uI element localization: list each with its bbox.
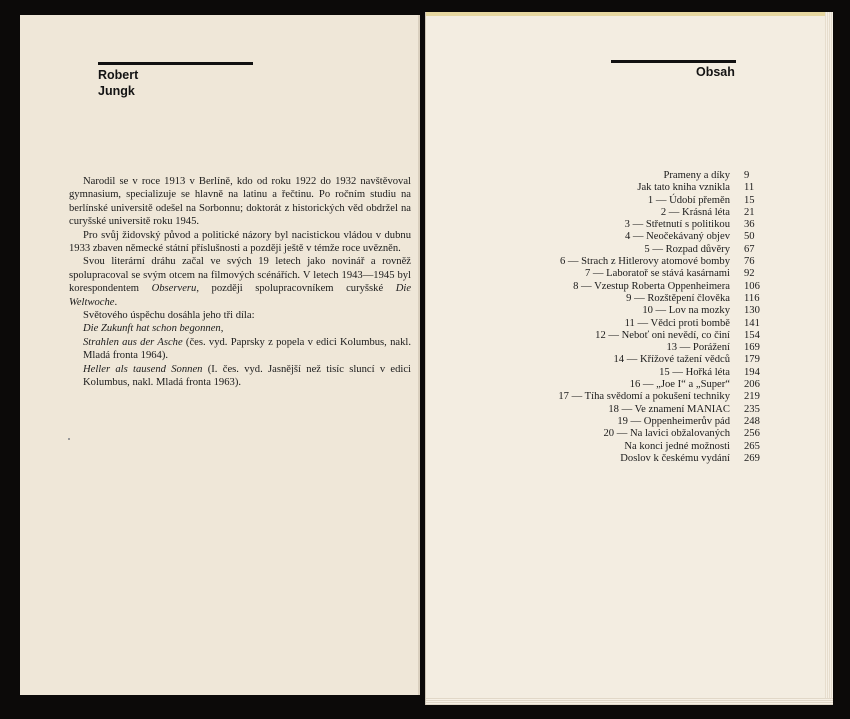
- toc-entry-page: 248: [744, 415, 760, 427]
- toc-entry: [506, 231, 776, 243]
- toc-entry: [506, 182, 776, 194]
- toc-entry-title: 13 — Porážení: [666, 342, 730, 354]
- toc-entry-page: 235: [744, 403, 760, 415]
- author-rule: [98, 62, 253, 65]
- toc-entry: [506, 318, 776, 330]
- toc-entry-title: 2 — Krásná léta: [660, 206, 730, 218]
- bio-paragraph-3: [69, 255, 411, 309]
- toc-entry-title: 12 — Neboť oni nevědí, co činí: [595, 329, 730, 341]
- toc-entry: [506, 354, 776, 366]
- bio-p3-text-a: Svou literární dráhu začal ve svých 19 letech jako novinář a rovněž spolupracoval se svým otcem na filmových scénářích. V letech 1943—1945 byl korespondentem: [69, 256, 411, 295]
- toc-entry: [506, 268, 776, 280]
- toc-entry: [506, 293, 776, 305]
- bio-paragraph-1: Narodil se v roce 1913 v Berlíně, kdo od roku 1922 do 1932 navštěvoval gymnasium, specializuje se hlavně na latinu a řečtinu. Po ročním studiu na berlínské universitě odešel na Sorbonnu; doktorát z historických věd obdržel na curyšské universitě roku 1945.: [69, 176, 411, 228]
- toc-entry-title: 18 — Ve znamení MANIAC: [608, 403, 730, 415]
- toc-entry-title: 14 — Křížové tažení vědců: [613, 354, 730, 366]
- toc-entry: [506, 391, 776, 403]
- page-bottom-edge: [426, 698, 833, 705]
- toc-entry-page: 36: [744, 219, 755, 231]
- book-3: [69, 363, 411, 390]
- toc-entry-title: 1 — Údobí přeměn: [647, 194, 730, 206]
- toc-entry: [506, 256, 776, 268]
- book-2: [69, 336, 411, 363]
- toc-entry: [506, 244, 776, 256]
- toc-entry-page: 15: [744, 194, 755, 206]
- toc-entry-page: 76: [744, 256, 755, 268]
- toc-entry-page: 194: [744, 366, 760, 378]
- page-fore-edge: [825, 12, 833, 705]
- book-1: [69, 322, 411, 335]
- bio-paragraph-2: Pro svůj židovský původ a politické názory byl nacistickou vládou v dubnu 1933 zbaven německé státní příslušnosti a později ještě v témže roce uvězněn.: [69, 229, 411, 255]
- toc-entry-title: 15 — Hořká léta: [659, 366, 730, 378]
- toc-entry: [506, 195, 776, 207]
- page-top-edge: [426, 12, 833, 16]
- toc-entry: [506, 170, 776, 182]
- toc-entry-page: 141: [744, 317, 760, 329]
- toc-entry-title: 6 — Strach z Hitlerovy atomové bomby: [559, 256, 730, 268]
- toc-entry-page: 21: [744, 206, 755, 218]
- toc-entry: [506, 305, 776, 317]
- toc-entry: [506, 281, 776, 293]
- book-3-title: Heller als tausend Sonnen: [83, 363, 203, 375]
- bio-p3-text-c: .: [114, 296, 118, 308]
- author-bio: [69, 175, 411, 390]
- toc-entry: [506, 416, 776, 428]
- toc-entry: [506, 404, 776, 416]
- toc-entry-title: 10 — Lov na mozky: [642, 305, 730, 317]
- toc-entry-page: 269: [744, 452, 760, 464]
- bio-p3-observer: Observeru: [151, 283, 197, 295]
- toc-entry: [506, 379, 776, 391]
- toc-entry-page: 67: [744, 243, 755, 255]
- author-last-name: Jungk: [98, 84, 135, 98]
- toc-entry-page: 154: [744, 329, 760, 341]
- toc-entry: [506, 342, 776, 354]
- toc-entry-title: 8 — Vzestup Roberta Oppenheimera: [573, 280, 730, 292]
- toc-entry: [506, 441, 776, 453]
- toc-entry-page: 116: [744, 292, 760, 304]
- toc-entry-page: 92: [744, 268, 755, 280]
- toc-entry-page: 219: [744, 391, 760, 403]
- toc-entry-page: 265: [744, 440, 760, 452]
- toc-entry-title: 16 — „Joe I“ a „Super“: [629, 379, 730, 391]
- toc-entry-title: 11 — Vědci proti bombě: [624, 317, 730, 329]
- toc-entry: [506, 219, 776, 231]
- book-2-detail: (čes. vyd. Paprsky z popela v edici Kolumbus, nakl. Mladá fronta 1964).: [83, 336, 411, 362]
- author-name: [98, 67, 138, 99]
- toc-entry-title: 4 — Neočekávaný objev: [624, 231, 730, 243]
- toc-entry-title: 7 — Laboratoř se stává kasárnami: [584, 268, 730, 280]
- bio-p3-weltwoche: Die Weltwoche: [69, 283, 412, 308]
- toc-entry-page: 206: [744, 379, 760, 391]
- table-of-contents: [506, 170, 776, 465]
- toc-entry-title: 19 — Oppenheimerův pád: [617, 415, 730, 427]
- toc-entry-page: 11: [744, 182, 755, 194]
- toc-entry-page: 50: [744, 231, 755, 243]
- toc-entry-title: 3 — Střetnutí s politikou: [624, 219, 730, 231]
- toc-entry: [506, 453, 776, 465]
- toc-entry: [506, 207, 776, 219]
- book-2-title: Strahlen aus der Asche: [83, 336, 183, 348]
- bio-paragraph-4: Světového úspěchu dosáhla jeho tři díla:: [83, 310, 255, 322]
- toc-entry-page: 130: [744, 305, 760, 317]
- toc-entry: [506, 367, 776, 379]
- toc-entry-title: Na konci jedné možnosti: [624, 440, 730, 452]
- toc-entry-title: 5 — Rozpad důvěry: [644, 243, 730, 255]
- toc-entry-title: 20 — Na lavici obžalovaných: [603, 428, 730, 440]
- toc-entry: [506, 428, 776, 440]
- contents-title: Obsah: [696, 65, 735, 79]
- toc-entry-title: 9 — Rozštěpení člověka: [626, 292, 730, 304]
- toc-entry-page: 106: [744, 280, 760, 292]
- book-3-detail: (I. čes. vyd. Jasnější než tisíc sluncí v edici Kolumbus, nakl. Mladá fronta 1963).: [83, 363, 411, 389]
- toc-entry-page: 179: [744, 354, 760, 366]
- toc-entry-title: 17 — Tíha svědomí a pokušení techniky: [558, 391, 730, 403]
- toc-entry-page: 256: [744, 428, 760, 440]
- toc-entry-title: Doslov k českému vydání: [620, 452, 730, 464]
- bio-p3-text-b: , později spolupracovníkem curyšské: [196, 283, 396, 295]
- toc-entry-page: 169: [744, 342, 760, 354]
- print-mark: [68, 438, 70, 440]
- toc-entry: [506, 330, 776, 342]
- toc-entry-page: 9: [744, 170, 750, 181]
- toc-entry-title: Jak tato kniha vznikla: [637, 182, 730, 194]
- toc-entry-title: Prameny a díky: [663, 170, 730, 181]
- right-page: [425, 12, 833, 705]
- author-first-name: Robert: [98, 68, 139, 82]
- contents-rule: [611, 60, 736, 63]
- book-1-title: Die Zukunft hat schon begonnen,: [83, 323, 224, 335]
- left-page: [20, 15, 420, 695]
